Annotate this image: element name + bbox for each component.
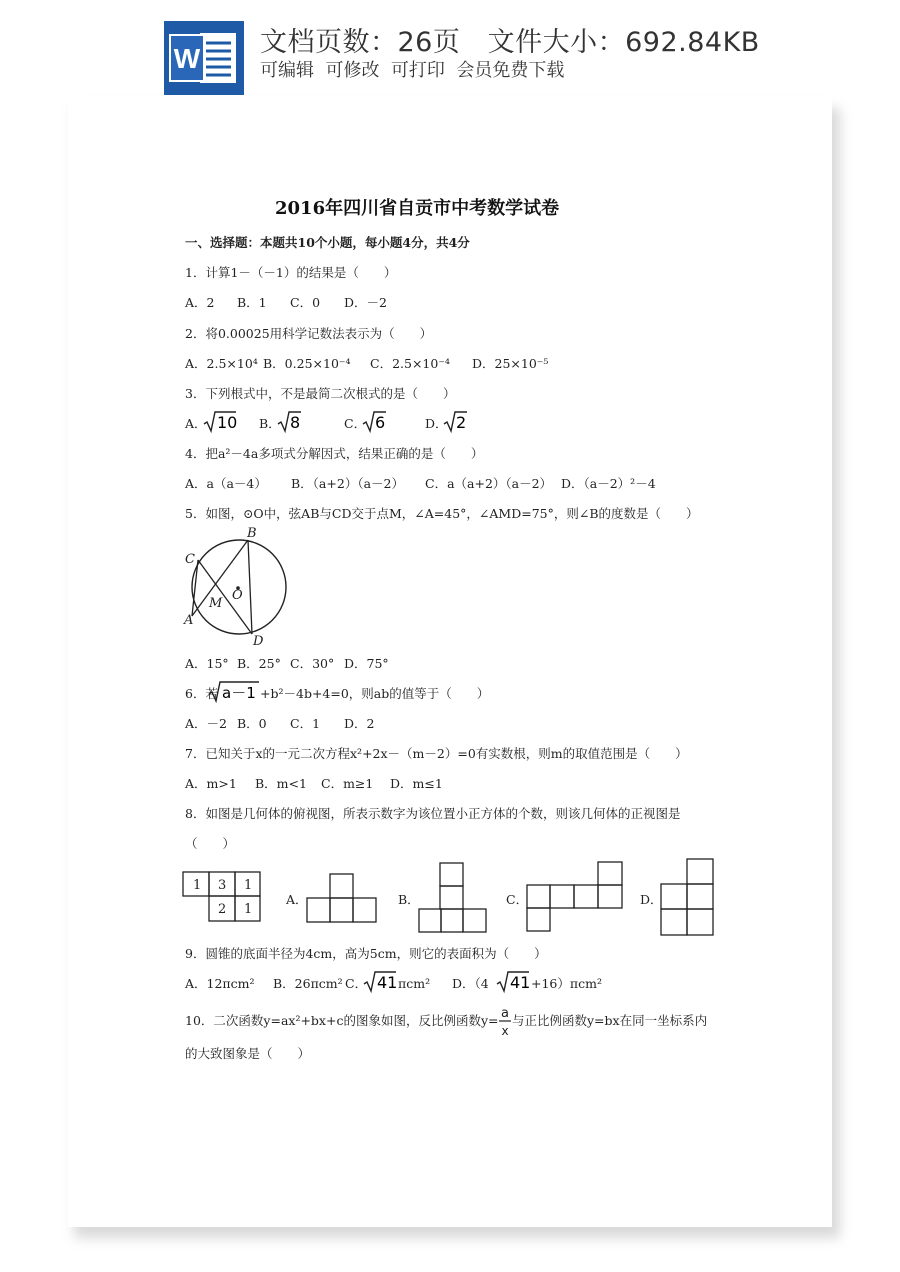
q8-option-c: C． xyxy=(506,892,529,907)
q6-option-c: C．1 xyxy=(290,716,321,731)
front-view-c xyxy=(526,861,626,933)
sqrt-6-symbol xyxy=(362,410,386,434)
q2-option-b: B．0.25×10⁻⁴ xyxy=(263,356,351,371)
svg-text:3: 3 xyxy=(218,878,227,893)
svg-text:41: 41 xyxy=(510,973,531,992)
question-10-stem-line2: 的大致图象是（ ） xyxy=(185,1046,311,1061)
question-6-stem-end: +b²－4b+4=0，则ab的值等于（ ） xyxy=(260,686,490,701)
q3-option-a: A． xyxy=(185,416,207,431)
fraction-a-over-x xyxy=(498,1004,512,1038)
q7-option-d: D．m≤1 xyxy=(390,776,443,791)
question-10-stem-cont: 与正比例函数y=bx在同一坐标系内 xyxy=(512,1013,708,1028)
sqrt-41-symbol-d xyxy=(496,970,530,994)
q4-option-d: D．（a－2）²－4 xyxy=(561,476,656,491)
svg-text:x: x xyxy=(501,1024,509,1038)
q3-option-d: D． xyxy=(425,416,448,431)
top-view-grid xyxy=(182,871,262,925)
q2-option-a: A．2.5×10⁴ xyxy=(185,356,258,371)
word-document-icon xyxy=(164,21,244,95)
q6-option-b: B．0 xyxy=(237,716,267,731)
svg-text:O: O xyxy=(232,588,243,603)
q7-option-c: C．m≥1 xyxy=(321,776,374,791)
svg-text:2: 2 xyxy=(456,413,467,432)
svg-text:C: C xyxy=(185,552,195,567)
q7-option-b: B．m<1 xyxy=(255,776,307,791)
sqrt-8-symbol xyxy=(277,410,301,434)
page-title: 2016年四川省自贡市中考数学试卷 xyxy=(275,198,560,219)
svg-text:a: a xyxy=(501,1006,509,1021)
svg-text:1: 1 xyxy=(244,902,253,917)
question-1-stem: 1．计算1－（－1）的结果是（ ） xyxy=(185,265,397,280)
q5-option-d: D．75° xyxy=(344,656,389,671)
svg-text:D: D xyxy=(253,634,264,649)
svg-text:1: 1 xyxy=(193,878,202,893)
question-8-stem-line2: （ ） xyxy=(185,836,236,851)
svg-text:10: 10 xyxy=(217,413,238,432)
svg-text:A: A xyxy=(184,613,194,628)
sqrt-41-symbol xyxy=(363,970,397,994)
question-5-stem: 5．如图，⊙O中，弦AB与CD交于点M，∠A=45°，∠AMD=75°，则∠B的度数是（ ） xyxy=(185,506,699,521)
file-info-line: 文档页数：26页 文件大小：692.84KB xyxy=(260,27,760,58)
front-view-d xyxy=(660,858,716,938)
q8-option-a: A． xyxy=(286,892,308,907)
front-view-a xyxy=(306,873,378,923)
question-8-stem: 8．如图是几何体的俯视图，所表示数字为该位置小正方体的个数，则该几何体的正视图是 xyxy=(185,806,681,821)
svg-text:B: B xyxy=(247,526,257,541)
q7-option-a: A．m>1 xyxy=(185,776,237,791)
q9-option-a: A．12πcm² xyxy=(185,976,255,991)
q3-option-b: B． xyxy=(259,416,281,431)
question-9-stem: 9．圆锥的底面半径为4cm，高为5cm，则它的表面积为（ ） xyxy=(185,946,547,961)
q1-option-c: C．0 xyxy=(290,295,321,310)
svg-text:M: M xyxy=(209,596,223,611)
q5-option-c: C．30° xyxy=(290,656,335,671)
q9-option-c: C． xyxy=(345,976,368,991)
q8-option-d: D． xyxy=(640,892,663,907)
q9-option-d: D．（4 xyxy=(452,976,489,991)
q1-option-a: A．2 xyxy=(185,295,215,310)
q2-option-c: C．2.5×10⁻⁴ xyxy=(370,356,450,371)
question-3-stem: 3．下列根式中，不是最简二次根式的是（ ） xyxy=(185,386,456,401)
svg-text:6: 6 xyxy=(375,413,386,432)
q8-option-b: B． xyxy=(398,892,420,907)
q9-option-b: B．26πcm² xyxy=(273,976,343,991)
question-6-stem-start: 6．若 xyxy=(185,686,218,701)
word-icon-letter: W xyxy=(173,43,201,74)
front-view-b xyxy=(418,862,490,934)
svg-text:2: 2 xyxy=(218,902,227,917)
q6-option-a: A．－2 xyxy=(185,716,227,731)
q6-option-d: D．2 xyxy=(344,716,375,731)
question-10-stem: 10．二次函数y=ax²+bx+c的图象如图，反比例函数y= xyxy=(185,1013,499,1028)
q9-option-c-unit: πcm² xyxy=(398,976,431,991)
question-4-stem: 4．把a²－4a多项式分解因式，结果正确的是（ ） xyxy=(185,446,484,461)
file-features-line: 可编辑 可修改 可打印 会员免费下载 xyxy=(260,60,565,81)
document-page xyxy=(68,97,832,1227)
sqrt-2-symbol xyxy=(443,410,467,434)
q2-option-d: D．25×10⁻⁵ xyxy=(472,356,549,371)
q5-option-b: B．25° xyxy=(237,656,281,671)
svg-text:a－1: a－1 xyxy=(222,684,256,702)
svg-text:1: 1 xyxy=(244,878,253,893)
circle-chord-figure xyxy=(178,527,298,649)
q5-option-a: A．15° xyxy=(185,656,229,671)
q1-option-d: D．－2 xyxy=(344,295,387,310)
q4-option-a: A．a（a－4） xyxy=(185,476,267,491)
svg-text:8: 8 xyxy=(290,413,301,432)
section-heading: 一、选择题：本题共10个小题，每小题4分，共4分 xyxy=(185,235,470,250)
q1-option-b: B．1 xyxy=(237,295,267,310)
question-2-stem: 2．将0.00025用科学记数法表示为（ ） xyxy=(185,326,433,341)
svg-text:41: 41 xyxy=(377,973,398,992)
q4-option-c: C．a（a+2）（a－2） xyxy=(425,476,553,491)
q9-option-d-rest: +16）πcm² xyxy=(531,976,602,991)
sqrt-10-symbol xyxy=(203,410,237,434)
q4-option-b: B．（a+2）（a－2） xyxy=(291,476,404,491)
q3-option-c: C． xyxy=(344,416,367,431)
sqrt-a-minus-1-symbol xyxy=(208,680,260,704)
question-7-stem: 7．已知关于x的一元二次方程x²+2x－（m－2）=0有实数根，则m的取值范围是（ ） xyxy=(185,746,688,761)
